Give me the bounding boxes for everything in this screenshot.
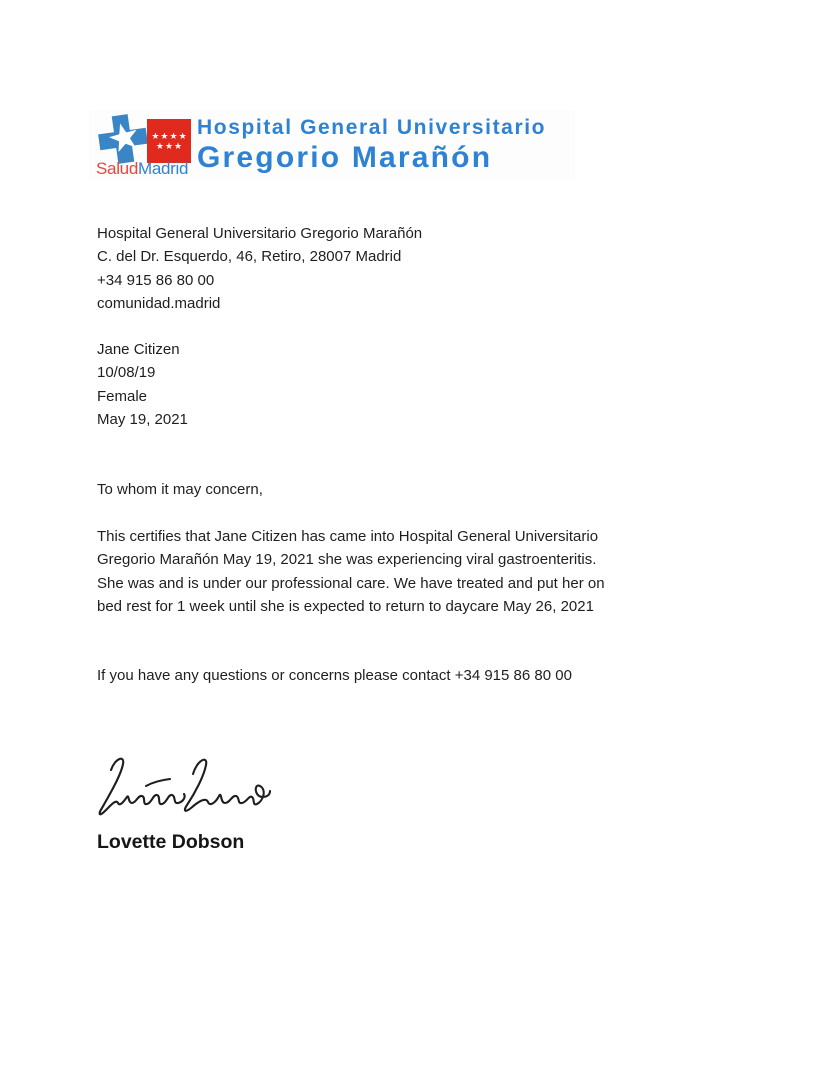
sender-info: [97, 222, 422, 316]
sender-phone-line: +34 915 86 80 00: [97, 271, 215, 289]
madrid-flag-icon: [147, 119, 191, 163]
body-line: This certifies that Jane Citizen has came into Hospital General Universitario: [97, 528, 599, 545]
visit-date-line: May 19, 2021: [97, 411, 188, 429]
certificate-body: [97, 525, 697, 619]
patient-dob-line: 10/08/19: [97, 364, 156, 382]
sender-website-line: comunidad.madrid: [97, 295, 221, 313]
salud-madrid-cross-icon: [98, 114, 148, 164]
wordmark-madrid: Madrid: [137, 159, 189, 178]
body-line: She was and is under our professional care. We have treated and put her on: [97, 574, 605, 592]
contact-note-line: If you have any questions or concerns please contact +34 915 86 80 00: [97, 667, 572, 684]
salutation: To whom it may concern,: [97, 481, 263, 498]
hospital-name-line1: Hospital General Universitario: [197, 116, 547, 139]
flag-stars-row2: ★★★: [155, 141, 184, 151]
flag-stars-row1: ★★★★: [151, 131, 188, 141]
body-line: bed rest for 1 week until she is expected to return to daycare May 26, 2021: [97, 598, 594, 616]
patient-gender-line: Female: [97, 387, 148, 405]
salud-madrid-wordmark: [96, 159, 188, 179]
body-line: Gregorio Marañón May 19, 2021 she was experiencing viral gastroenteritis.: [97, 551, 597, 569]
hospital-name: [197, 114, 546, 175]
wordmark-salud: Salud: [96, 159, 138, 178]
sender-name-line: Hospital General Universitario Gregorio Marañón: [97, 225, 423, 242]
sender-address-line: C. del Dr. Esquerdo, 46, Retiro, 28007 Madrid: [97, 248, 402, 266]
handwritten-signature-icon: [96, 752, 272, 822]
patient-name-line: Jane Citizen: [97, 341, 180, 358]
signature-name: Lovette Dobson: [97, 831, 245, 853]
hospital-name-line2: Gregorio Marañón: [197, 141, 493, 174]
patient-info: [97, 338, 188, 432]
